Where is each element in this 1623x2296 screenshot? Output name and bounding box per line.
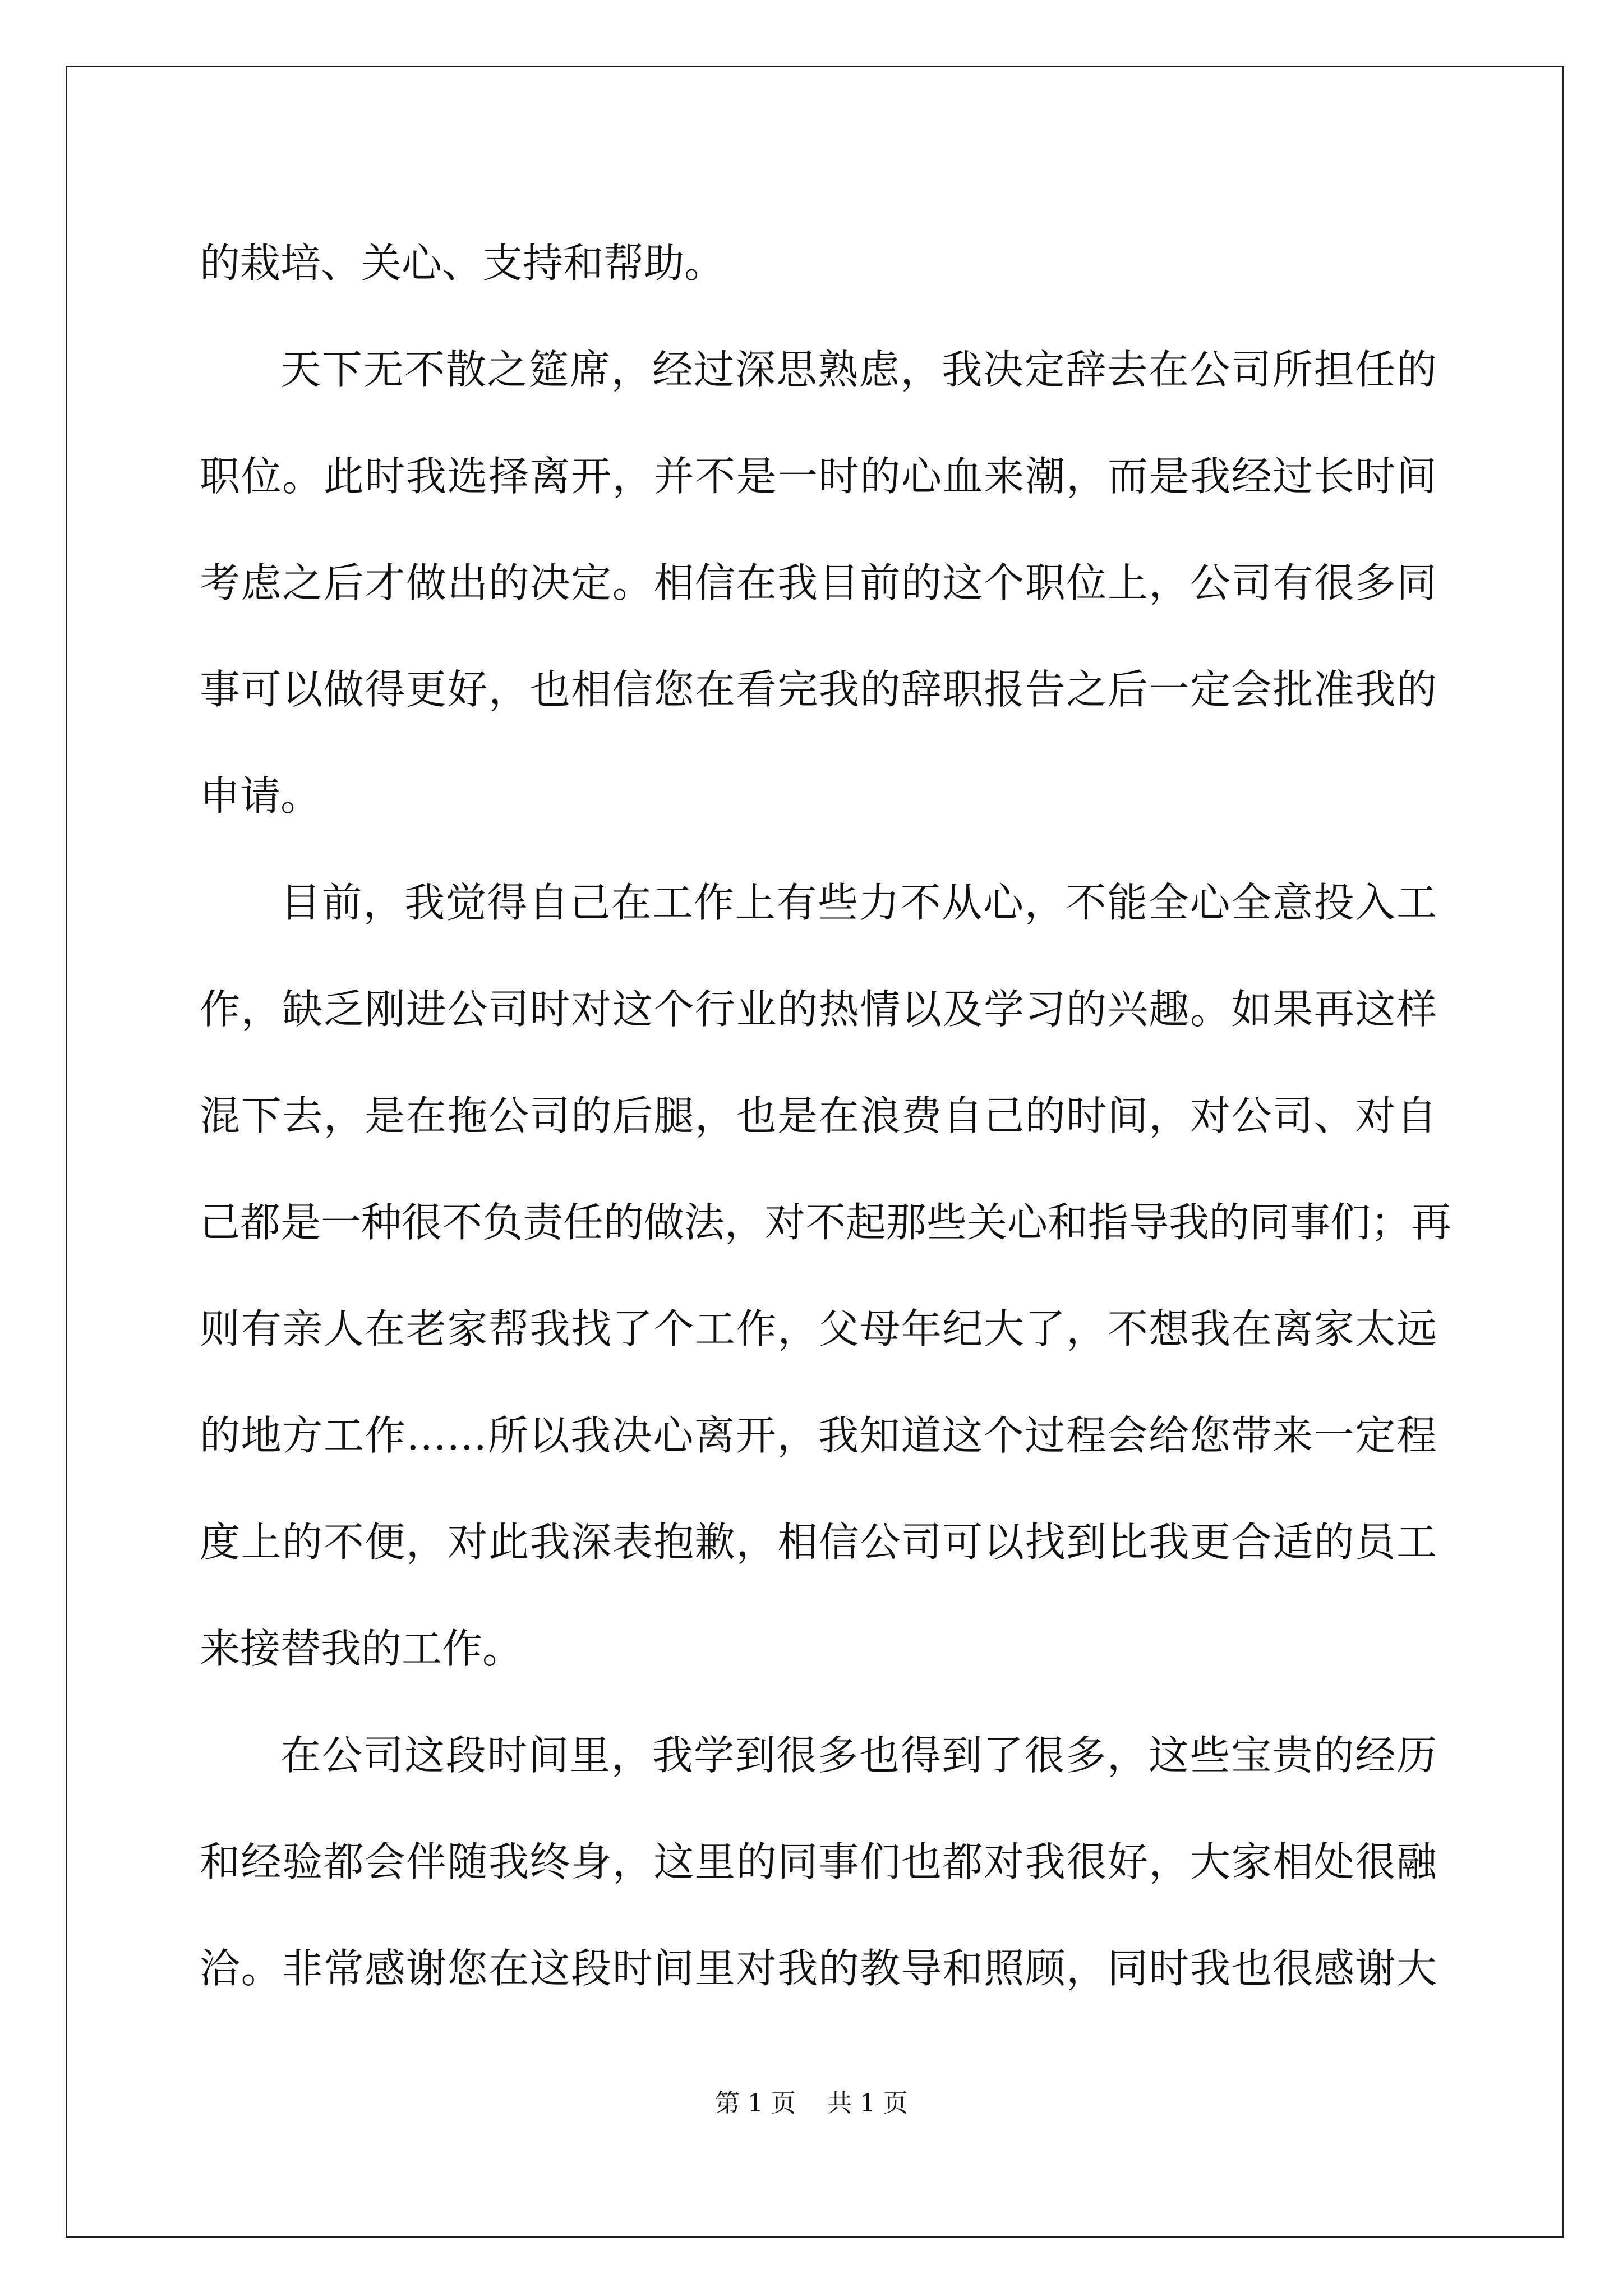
- document-body: [200, 210, 1452, 2022]
- text-line: 考虑之后才做出的决定。相信在我目前的这个职位上，公司有很多同: [200, 559, 1437, 606]
- text-line: 在公司这段时间里，我学到很多也得到了很多，这些宝贵的经历: [280, 1732, 1437, 1779]
- text-line: 的栽培、关心、支持和帮助。: [200, 240, 725, 287]
- text-line: 和经验都会伴随我终身，这里的同事们也都对我很好，大家相处很融: [200, 1838, 1437, 1885]
- text-line: 天下无不散之筵席，经过深思熟虑，我决定辞去在公司所担任的: [280, 346, 1437, 393]
- text-line: 度上的不便，对此我深表抱歉，相信公司可以找到比我更合适的员工: [200, 1519, 1437, 1566]
- text-line: 职位。此时我选择离开，并不是一时的心血来潮，而是我经过长时间: [200, 453, 1437, 500]
- text-line: 申请。: [200, 772, 321, 820]
- text-line: 的地方工作……所以我决心离开，我知道这个过程会给您带来一定程: [200, 1412, 1437, 1459]
- text-line: 目前，我觉得自己在工作上有些力不从心，不能全心全意投入工: [280, 879, 1437, 926]
- text-line: 混下去，是在拖公司的后腿，也是在浪费自己的时间，对公司、对自: [200, 1092, 1437, 1139]
- text-line: 作，缺乏刚进公司时对这个行业的热情以及学习的兴趣。如果再这样: [200, 986, 1437, 1033]
- text-line: 洽。非常感谢您在这段时间里对我的教导和照顾，同时我也很感谢大: [200, 1945, 1437, 1992]
- page-number-footer: 第 1 页 共 1 页: [715, 2089, 908, 2118]
- text-line: 来接替我的工作。: [200, 1625, 523, 1672]
- text-line: 事可以做得更好，也相信您在看完我的辞职报告之后一定会批准我的: [200, 666, 1437, 713]
- text-line: 则有亲人在老家帮我找了个工作，父母年纪大了，不想我在离家太远: [200, 1305, 1437, 1352]
- text-line: 己都是一种很不负责任的做法，对不起那些关心和指导我的同事们；再: [200, 1199, 1452, 1246]
